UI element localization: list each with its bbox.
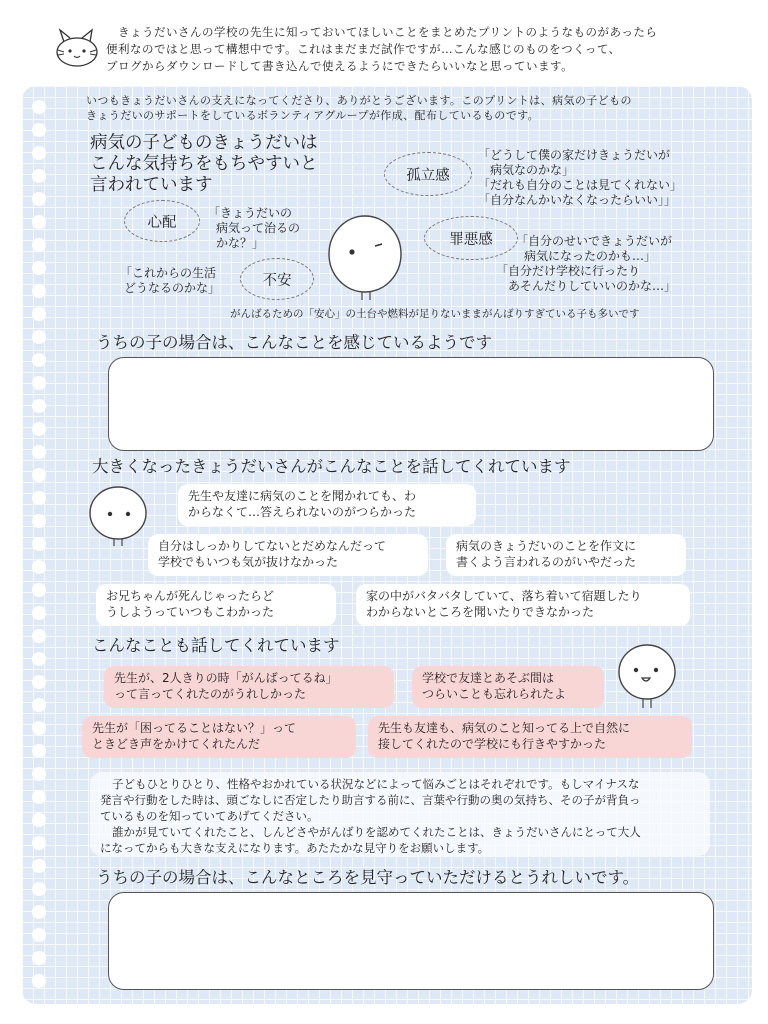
binder-hole [32, 284, 46, 298]
section3-title: こんなことも話してくれています [92, 636, 340, 655]
story-card-5-line-2: わからないところを聞いたりできなかった [366, 605, 595, 619]
note-line-5: になってからも大きな支えになります。あたたかな見守りをお願いします。 [100, 841, 490, 855]
lead-line-1: いつもきょうだいさんの支えになってくださり、ありがとうございます。このプリントは、病気の子どもの [86, 94, 632, 107]
happy-card-4-line-2: 接してくれたので学校にも行きやすかった [378, 737, 607, 751]
binder-hole [32, 238, 46, 252]
section4-write-box[interactable] [108, 892, 714, 990]
story-card-3-line-2: 書くよう言われるのがいやだった [456, 555, 637, 569]
feelings-title-line-1: 病気の子どものきょうだいは [90, 133, 318, 153]
guilt-quote-line-2: 病気になったのかも…」 [524, 249, 657, 263]
binder-hole [32, 330, 46, 344]
happy-card-3 [82, 716, 356, 758]
binder-hole [32, 100, 46, 114]
isolation-quote-line-1: 「どうして僕の家だけきょうだいが [478, 148, 671, 162]
intro-line-3: ブログからダウンロードして書き込んで使えるようにできたらいいなと思っています。 [106, 59, 574, 73]
notebook-paper [22, 86, 752, 1004]
intro-text [106, 24, 746, 75]
lead-line-2: きょうだいのサポートをしているボランティアグループが作成、配布しているものです。 [86, 109, 540, 122]
bunny-mascot-icon [54, 28, 100, 68]
story-card-4-line-1: お兄ちゃんが死んじゃったらど [106, 589, 275, 603]
story-card-2-line-2: 学校でもいつも気が抜けなかった [158, 555, 339, 569]
note-line-4: 誰かが見ていてくれたこと、しんどさやがんばりを認めてくれたことは、きょうだいさんにとって大人 [112, 825, 641, 839]
guilt-label: 罪悪感 [449, 231, 493, 248]
binder-hole [32, 169, 46, 183]
isolation-label: 孤立感 [406, 167, 450, 184]
happy-card-2-line-1: 学校で友達とあそぶ間は [422, 671, 555, 685]
anxiety-bubble [240, 258, 314, 300]
binder-hole [32, 215, 46, 229]
worry-quote-line-2: 病気って治るの [216, 221, 301, 235]
binder-hole [32, 813, 46, 827]
calm-face-icon [86, 484, 150, 546]
story-card-5 [356, 584, 690, 626]
feelings-title-line-2: こんな気持ちをもちやすいと [90, 154, 318, 174]
binder-hole [32, 790, 46, 804]
story-card-1-line-1: 先生や友達に病気のことを聞かれても、わ [188, 489, 417, 503]
story-card-3 [446, 534, 686, 576]
binder-hole [32, 192, 46, 206]
binder-hole [32, 468, 46, 482]
happy-card-4 [368, 716, 692, 758]
binder-hole [32, 951, 46, 965]
binder-hole [32, 698, 46, 712]
worry-quote-line-1: 「きょうだいの [208, 206, 293, 220]
intro-line-2: 便利なのではと思って構想中です。これはまだまだ試作ですが…こんな感じのものをつくって、 [106, 42, 621, 56]
story-card-4 [96, 584, 336, 626]
binder-hole [32, 353, 46, 367]
binder-hole [32, 514, 46, 528]
feelings-title-line-3: 言われています [90, 175, 213, 195]
happy-face-icon [614, 642, 680, 708]
binder-hole [32, 307, 46, 321]
isolation-quote-line-4: 「自分なんかいなくなったらいい」」 [478, 193, 677, 207]
story-card-3-line-1: 病気のきょうだいのことを作文に [456, 539, 637, 553]
binder-hole [32, 928, 46, 942]
worried-face-icon [322, 208, 408, 300]
binder-hole [32, 537, 46, 551]
section2-title: 大きくなったきょうだいさんがこんなことを話してくれています [92, 457, 571, 476]
happy-card-4-line-1: 先生も友達も、病気のこと知ってる上で自然に [378, 721, 631, 735]
happy-card-2-line-2: つらいことも忘れられたよ [422, 687, 567, 701]
worry-quote-line-3: かな？」 [216, 236, 265, 250]
section1-title: うちの子の場合は、こんなことを感じているようです [96, 333, 492, 352]
binder-hole [32, 261, 46, 275]
binder-hole [32, 491, 46, 505]
happy-card-3-line-2: ときどき声をかけてくれたんだ [92, 737, 261, 751]
guilt-quote-line-4: あそんだりしていいのかな…」 [508, 279, 677, 293]
isolation-bubble [384, 152, 472, 196]
guidance-note [90, 772, 710, 856]
anxiety-quote-line-1: 「これからの生活 [120, 266, 217, 280]
story-card-2 [148, 534, 428, 576]
lead-text [86, 93, 632, 123]
binder-hole [32, 445, 46, 459]
binder-hole [32, 123, 46, 137]
guilt-quote [496, 234, 676, 294]
binder-hole [32, 146, 46, 160]
binder-hole [32, 744, 46, 758]
note-line-3: ているものを知っていてあげてください。 [100, 809, 319, 823]
isolation-quote-line-2: 病気なのかな」 [490, 163, 575, 177]
story-card-5-line-1: 家の中がバタバタしていて、落ち着いて宿題したり [366, 589, 642, 603]
binder-hole [32, 629, 46, 643]
binder-hole [32, 882, 46, 896]
story-card-2-line-1: 自分はしっかりしてないとだめなんだって [158, 539, 387, 553]
binder-hole [32, 652, 46, 666]
story-card-4-line-2: うしようっていつもこわかった [106, 605, 275, 619]
worry-quote [208, 206, 300, 251]
happy-card-3-line-1: 先生が「困ってることはない？」って [92, 721, 297, 735]
worry-label: 心配 [147, 214, 177, 231]
binder-hole [32, 399, 46, 413]
story-card-1 [178, 484, 476, 526]
binder-hole [32, 560, 46, 574]
binder-hole [32, 721, 46, 735]
section1-write-box[interactable] [108, 357, 714, 451]
note-line-2: 発言や行動をした時は、頭ごなしに否定したり助言する前に、言葉や行動の奥の気持ち、その子が背負っ [100, 793, 641, 807]
binder-hole [32, 767, 46, 781]
binder-hole [32, 583, 46, 597]
happy-card-1-line-1: 先生が、2人きりの時「がんばってるね」 [114, 671, 338, 685]
binder-hole [32, 376, 46, 390]
binder-hole [32, 974, 46, 988]
worry-bubble [124, 200, 200, 242]
binder-hole [32, 606, 46, 620]
isolation-quote-line-3: 「だれも自分のことは見てくれない」 [478, 178, 683, 192]
binder-hole [32, 836, 46, 850]
feelings-title [90, 133, 318, 196]
happy-card-1 [104, 666, 394, 708]
anxiety-label: 不安 [262, 272, 292, 289]
binder-hole [32, 859, 46, 873]
anxiety-quote [120, 266, 220, 296]
binder-hole [32, 905, 46, 919]
binder-hole [32, 675, 46, 689]
story-card-1-line-2: からなくて…答えられないのがつらかった [188, 505, 417, 519]
feelings-footnote: がんばるための「安心」の土台や燃料が足りないままがんばりすぎている子も多いです [230, 308, 640, 320]
section4-title: うちの子の場合は、こんなところを見守っていただけるとうれしいです。 [96, 868, 640, 887]
anxiety-quote-line-2: どうなるのかな」 [124, 281, 221, 295]
note-line-1: 子どもひとりひとり、性格やおかれている状況などによって悩みごとはそれぞれです。もしマイナスな [112, 777, 640, 791]
intro-line-1: きょうだいさんの学校の先生に知っておいてほしいことをまとめたプリントのようなものがあったら [118, 25, 658, 39]
happy-card-1-line-2: って言ってくれたのがうれしかった [114, 687, 307, 701]
guilt-quote-line-1: 「自分のせいできょうだいが [516, 234, 673, 248]
binder-hole [32, 422, 46, 436]
guilt-quote-line-3: 「自分だけ学校に行ったり [496, 264, 641, 278]
happy-card-2 [412, 666, 604, 708]
isolation-quote [478, 148, 682, 208]
